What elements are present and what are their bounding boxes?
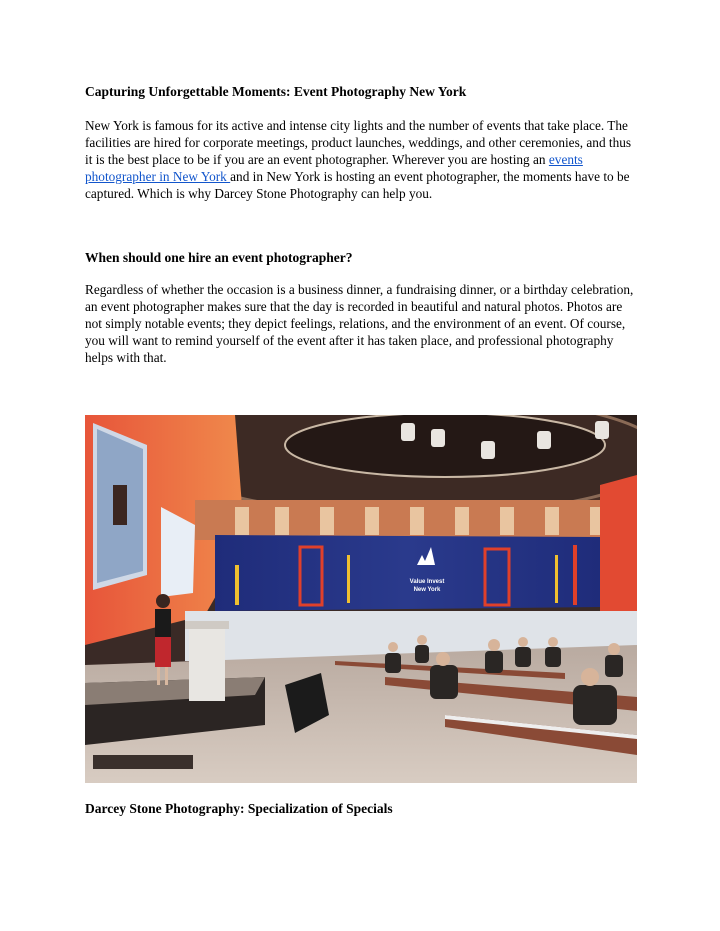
- intro-text-after-link: and in New York is hosting an event photographer, the moments have to be captured. Which is why Darcey Stone Photography can help you.: [85, 169, 630, 201]
- section-heading-specialization: Darcey Stone Photography: Specialization of Specials: [85, 801, 393, 816]
- intro-text-before-link: New York is famous for its active and intense city lights and the number of events that take place. The facilities are hired for corporate meetings, product launches, weddings, and other ceremonies, and thus it is the best place to be if you are an event photographer. Wherever you are hosting an: [85, 118, 632, 167]
- screen-logo-line1: Value Invest: [409, 579, 445, 585]
- screen-logo-line2: New York: [413, 587, 441, 593]
- section-heading-event-photography: Capturing Unforgettable Moments: Event Photography New York: [85, 84, 467, 99]
- when-to-hire-paragraph: Regardless of whether the occasion is a business dinner, a fundraising dinner, or a birthday celebration, an event photographer makes sure that the day is recorded in beautiful and natural photos. Photos are not simply notable events; they depict feelings, relations, and the environment of an event. Of course, you will want to remind yourself of the event after it has taken place, and professional photography helps with that.: [85, 282, 634, 365]
- events-photographer-link[interactable]: events photographer in New York: [85, 152, 583, 184]
- intro-paragraph: [85, 117, 637, 202]
- event-conference-photo: [85, 415, 637, 783]
- section-heading-when-to-hire: When should one hire an event photographer?: [85, 250, 353, 265]
